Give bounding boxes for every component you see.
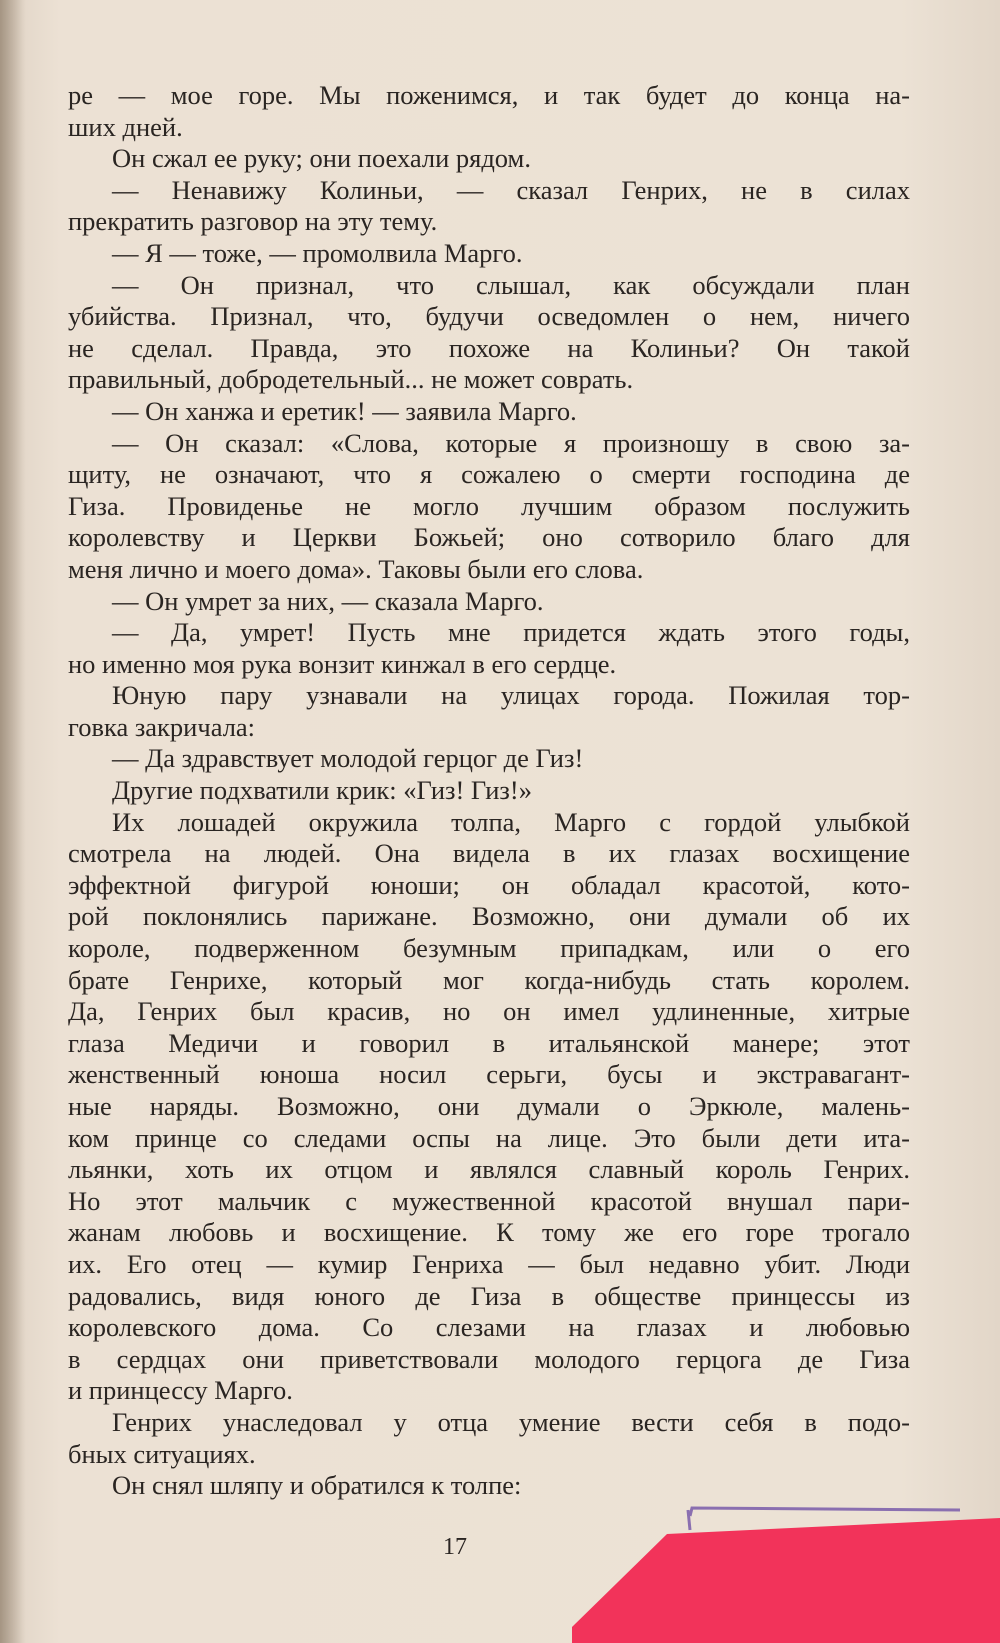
text-line: короле, подверженном безумным припадкам, или о его xyxy=(68,933,910,964)
text-line: смотрела на людей. Она видела в их глазах восхищение xyxy=(68,838,910,869)
text-line: ре — мое горе. Мы поженимся, и так будет до конца на- xyxy=(68,80,910,110)
text-line: — Он ханжа и еретик! — заявила Марго. xyxy=(112,395,577,426)
text-line: жанам любовь и восхищение. К тому же его горе трогало xyxy=(68,1217,910,1248)
text-line: Он снял шляпу и обратился к толпе: xyxy=(112,1470,522,1501)
text-line: бных ситуациях. xyxy=(68,1438,256,1469)
body-text xyxy=(68,80,910,1502)
text-line: королевству и Церкви Божьей; оно сотворило благо для xyxy=(68,522,910,553)
text-line: их. Его отец — кумир Генриха — был недавно убит. Люди xyxy=(68,1248,910,1279)
text-line: меня лично и моего дома». Таковы были его слова. xyxy=(68,553,644,584)
text-line: — Он умрет за них, — сказала Марго. xyxy=(112,585,544,616)
text-line: ших дней. xyxy=(68,111,183,142)
text-line: Юную пару узнавали на улицах города. Пожилая тор- xyxy=(112,680,910,711)
text-line: Но этот мальчик с мужественной красотой внушал пари- xyxy=(68,1185,910,1216)
pink-tab xyxy=(572,1518,1000,1643)
text-line: Да, Генрих был красив, но он имел удлиненные, хитрые xyxy=(68,996,910,1027)
book-gutter-shadow xyxy=(0,0,26,1643)
text-line: Их лошадей окружила толпа, Марго с гордой улыбкой xyxy=(112,806,910,837)
text-line: глаза Медичи и говорил в итальянской манере; этот xyxy=(68,1027,910,1058)
text-line: Он сжал ее руку; они поехали рядом. xyxy=(112,143,531,174)
text-line: Гиза. Провиденье не могло лучшим образом послужить xyxy=(68,490,910,521)
text-line: королевского дома. Со слезами на глазах и любовью xyxy=(68,1312,910,1343)
text-line: рой поклонялись парижане. Возможно, они думали об их xyxy=(68,901,910,932)
text-line: в сердцах они приветствовали молодого герцога де Гиза xyxy=(68,1343,910,1374)
text-line: — Да, умрет! Пусть мне придется ждать этого годы, xyxy=(112,617,910,648)
text-line: — Он признал, что слышал, как обсуждали план xyxy=(112,269,910,300)
text-line: радовались, видя юного де Гиза в обществе принцессы из xyxy=(68,1280,910,1311)
text-line: говка закричала: xyxy=(68,711,256,742)
text-line: Другие подхватили крик: «Гиз! Гиз!» xyxy=(112,775,532,806)
text-line: — Он сказал: «Слова, которые я произношу в свою за- xyxy=(112,427,910,458)
text-line: правильный, добродетельный... не может соврать. xyxy=(68,364,634,395)
text-line: ком принце со следами оспы на лице. Это были дети ита- xyxy=(68,1122,910,1153)
text-line: и принцессу Марго. xyxy=(68,1375,293,1406)
text-line: — Я — тоже, — промолвила Марго. xyxy=(112,237,523,268)
text-line: — Да здравствует молодой герцог де Гиз! xyxy=(112,743,584,774)
stamp-mark-edge xyxy=(688,1510,690,1530)
stamp-mark xyxy=(690,1508,960,1516)
text-line: убийства. Признал, что, будучи осведомлен о нем, ничего xyxy=(68,301,910,332)
text-line: брате Генрихе, который мог когда-нибудь стать королем. xyxy=(68,964,910,995)
text-line: не сделал. Правда, это похоже на Колиньи? Он такой xyxy=(68,332,910,363)
text-line: — Ненавижу Колиньи, — сказал Генрих, не в силах xyxy=(112,174,910,205)
text-line: ные наряды. Возможно, они думали о Эркюле, малень- xyxy=(68,1091,910,1121)
text-line: прекратить разговор на эту тему. xyxy=(68,206,438,237)
page-number: 17 xyxy=(443,1534,467,1560)
text-line: щиту, не означают, что я сожалею о смерти господина де xyxy=(68,459,910,490)
text-line: льянки, хоть их отцом и являлся славный король Генрих. xyxy=(68,1154,910,1185)
text-line: но именно моя рука вонзит кинжал в его сердце. xyxy=(68,648,617,679)
text-line: эффектной фигурой юноши; он обладал красотой, кото- xyxy=(68,869,910,900)
text-line: женственный юноша носил серьги, бусы и экстравагант- xyxy=(68,1059,910,1090)
text-line: Генрих унаследовал у отца умение вести себя в подо- xyxy=(112,1406,910,1437)
